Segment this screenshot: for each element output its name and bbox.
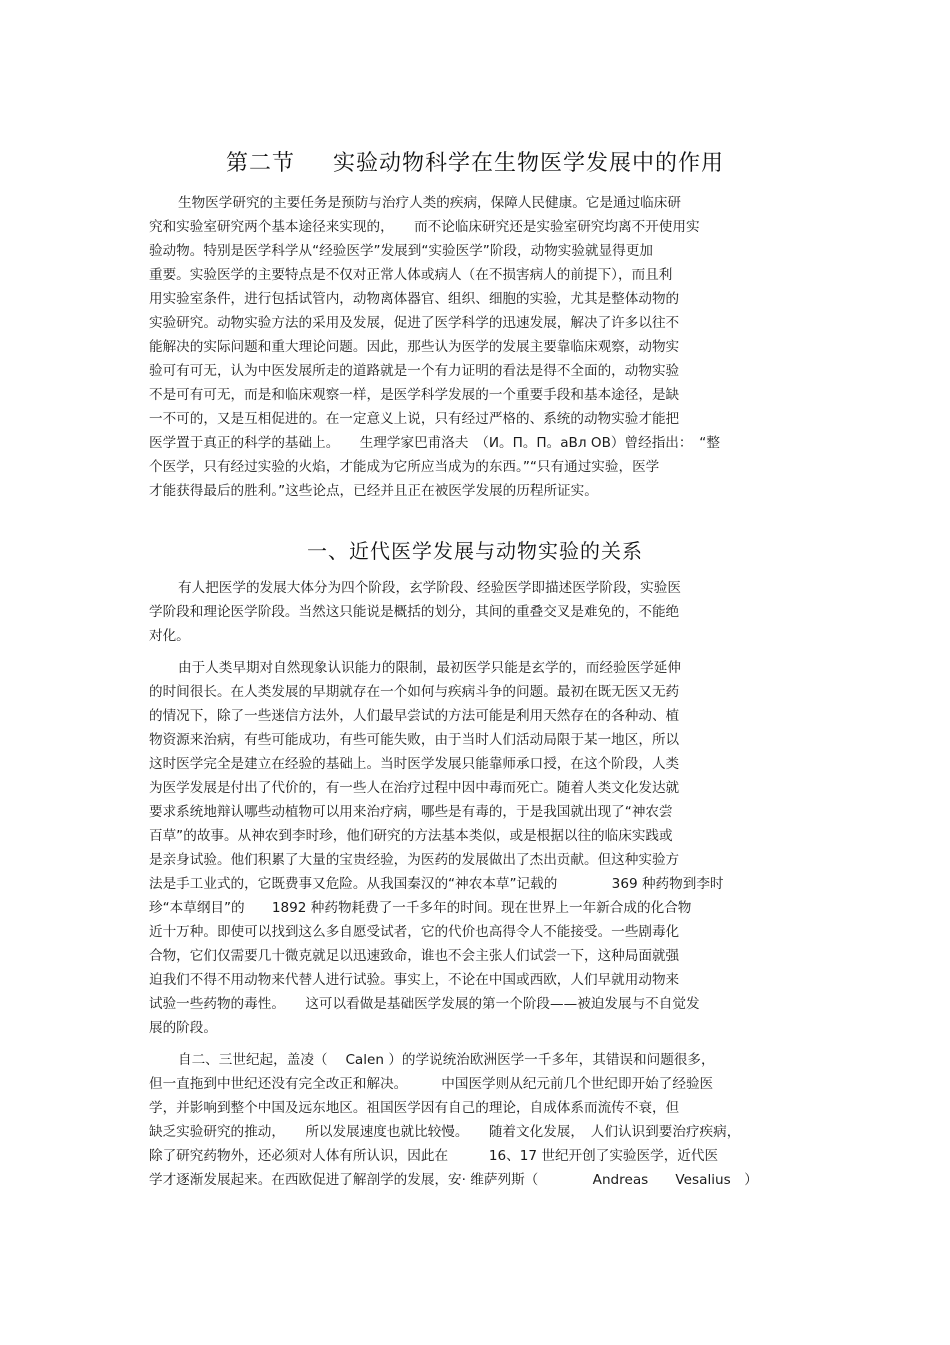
intro-line: 用实验室条件，进行包括试管内，动物离体器官、组织、细胞的实验，尤其是整体动物的 [149,291,680,307]
para2-line: 物资源来治病，有些可能成功，有些可能失败，由于当时人们活动局限于某一地区，所以 [149,732,680,748]
para1-line: 学阶段和理论医学阶段。当然这只能说是概括的划分，其间的重叠交叉是难免的，不能绝 [149,604,680,620]
para3-line: 学才逐渐发展起来。在西欧促进了解剖学的发展，安· 维萨列斯（ Andreas Vesalius ） [149,1172,758,1188]
para3-line: 但一直拖到中世纪还没有完全改正和解决。 中国医学则从纪元前几个世纪即开始了经验医 [149,1076,714,1092]
para1-line: 对化。 [149,628,190,644]
para2-line: 试验一些药物的毒性。 这可以看做是基础医学发展的第一个阶段——被迫发展与不自觉发 [149,996,700,1012]
para2-line: 法是手工业式的，它既费事又危险。从我国秦汉的“神农本草”记载的 369 种药物到李时 [149,876,724,892]
section-number: 第二节 [225,151,295,176]
para2-line: 百草”的故事。从神农到李时珍，他们研究的方法基本类似，或是根据以往的临床实践或 [149,828,673,844]
para3-line: 除了研究药物外，还必须对人体有所认识，因此在 16、17 世纪开创了实验医学，近代医 [149,1148,719,1164]
para2-line: 是亲身试验。他们积累了大量的宝贵经验，为医药的发展做出了杰出贡献。但这种实验方 [149,852,680,868]
section-title-text: 实验动物科学在生物医学发展中的作用 [333,151,725,176]
section-title [0,146,950,177]
intro-line: 验动物。特别是医学科学从“经验医学”发展到“实验医学”阶段，动物实验就显得更加 [149,243,653,259]
para1-line: 有人把医学的发展大体分为四个阶段，玄学阶段、经验医学即描述医学阶段，实验医 [178,580,681,596]
para2-line: 迫我们不得不用动物来代替人进行试验。事实上，不论在中国或西欧，人们早就用动物来 [149,972,680,988]
para2-line: 由于人类早期对自然现象认识能力的限制，最初医学只能是玄学的，而经验医学延伸 [178,660,681,676]
intro-line: 一不可的，又是互相促进的。在一定意义上说，只有经过严格的、系统的动物实验才能把 [149,411,680,427]
para2-line: 珍“本草纲目”的 1892 种药物耗费了一千多年的时间。现在世界上一年新合成的化合物 [149,900,692,916]
intro-line: 不是可有可无，而是和临床观察一样，是医学科学发展的一个重要手段和基本途径，是缺 [149,387,680,403]
para2-line: 近十万种。即使可以找到这么多自愿受试者，它的代价也高得令人不能接受。一些剧毒化 [149,924,680,940]
intro-line: 生物医学研究的主要任务是预防与治疗人类的疾病，保障人民健康。它是通过临床研 [178,195,681,211]
para2-line: 合物，它们仅需要几十微克就足以迅速致命，谁也不会主张人们试尝一下，这种局面就强 [149,948,680,964]
intro-line: 究和实验室研究两个基本途径来实现的， 而不论临床研究还是实验室研究均离不开使用实 [149,219,700,235]
intro-line: 才能获得最后的胜利。”这些论点，已经并且正在被医学发展的历程所证实。 [149,483,598,499]
para2-line: 的时间很长。在人类发展的早期就存在一个如何与疾病斗争的问题。最初在既无医又无药 [149,684,680,700]
para2-line: 要求系统地辩认哪些动植物可以用来治疗病，哪些是有毒的，于是我国就出现了“神农尝 [149,804,673,820]
intro-line: 实验研究。动物实验方法的采用及发展，促进了医学科学的迅速发展，解决了许多以往不 [149,315,680,331]
intro-line: 个医学，只有经过实验的火焰，才能成为它所应当成为的东西。”“只有通过实验，医学 [149,459,660,475]
para3-line: 学，并影响到整个中国及远东地区。祖国医学因有自己的理论，自成体系而流传不衰，但 [149,1100,680,1116]
para2-line: 为医学发展是付出了代价的，有一些人在治疗过程中因中毒而死亡。随着人类文化发达就 [149,780,680,796]
intro-line: 重要。实验医学的主要特点是不仅对正常人体或病人（在不损害病人的前提下），而且利 [149,267,673,283]
subsection-heading: 一、近代医学发展与动物实验的关系 [307,539,643,563]
intro-line: 验可有可无，认为中医发展所走的道路就是一个有力证明的看法是得不全面的，动物实验 [149,363,680,379]
para2-line: 展的阶段。 [149,1020,217,1036]
para2-line: 这时医学完全是建立在经验的基础上。当时医学发展只能靠师承口授，在这个阶段，人类 [149,756,680,772]
para2-line: 的情况下，除了一些迷信方法外，人们最早尝试的方法可能是利用天然存在的各种动、植 [149,708,680,724]
intro-line: 能解决的实际问题和重大理论问题。因此，那些认为医学的发展主要靠临床观察，动物实 [149,339,680,355]
intro-line: 医学置于真正的科学的基础上。 生理学家巴甫洛夫 （И。П。П。аВл ОВ）曾经指出： “整 [149,435,720,451]
para3-line: 自二、三世纪起，盖凌（ Calen ）的学说统治欧洲医学一千多年，其错误和问题很多， [178,1052,715,1068]
para3-line: 缺乏实验研究的推动， 所以发展速度也就比较慢。 随着文化发展， 人们认识到要治疗疾病， [149,1124,741,1140]
